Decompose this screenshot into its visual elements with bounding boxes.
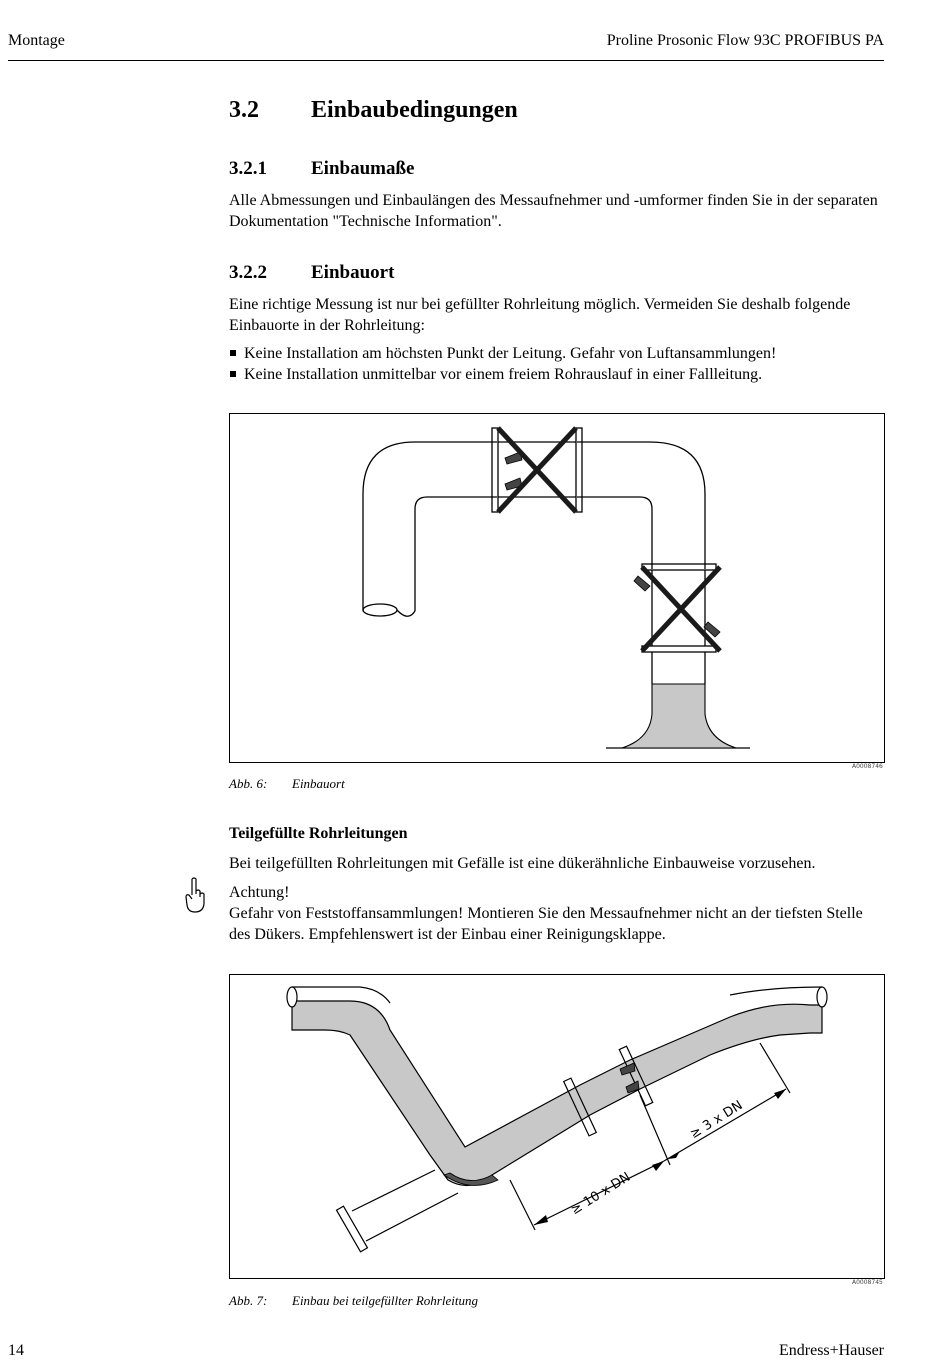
figure-7-caption: Einbau bei teilgefüllter Rohrleitung	[292, 1293, 478, 1308]
subsection-1-text: Alle Abmessungen und Einbaulängen des Messaufnehmer und -umformer finden Sie in der separaten Dokumentation "Technische Information".	[229, 192, 878, 230]
section-title: Einbaubedingungen	[311, 97, 518, 123]
list-item: Keine Installation unmittelbar vor einem freiem Rohrauslauf in einer Fallleitung.	[229, 364, 884, 385]
figure-7-drawing	[230, 975, 884, 1278]
subsection-1-title: Einbaumaße	[311, 158, 415, 179]
subsection-1-number: 3.2.1	[229, 158, 267, 179]
footer-brand: Endress+Hauser	[779, 1342, 884, 1359]
figure-7	[229, 974, 885, 1279]
hand-warning-icon	[184, 877, 206, 917]
bullet-list	[229, 343, 884, 385]
partial-text: Bei teilgefüllten Rohrleitungen mit Gefälle ist eine dükerähnliche Einbauweise vorzusehen.	[229, 855, 816, 872]
header-rule	[8, 60, 884, 61]
dimension-3dn-label: ≥ 3 x DN	[687, 1098, 746, 1143]
header-section: Montage	[8, 32, 65, 49]
figure-7-code: A0008745	[852, 1279, 883, 1286]
figure-6-drawing	[230, 414, 884, 762]
header-product: Proline Prosonic Flow 93C PROFIBUS PA	[606, 32, 884, 49]
subsection-2-title: Einbauort	[311, 262, 395, 283]
subsection-2-text: Eine richtige Messung ist nur bei gefüllter Rohrleitung möglich. Vermeiden Sie deshalb folgende Einbauorte in der Rohrleitung:	[229, 296, 851, 334]
figure-7-label: Abb. 7:	[229, 1293, 268, 1308]
figure-6-caption: Einbauort	[292, 776, 345, 791]
figure-6	[229, 413, 885, 763]
figure-6-code: A0008746	[852, 763, 883, 770]
subsection-2-number: 3.2.2	[229, 262, 267, 283]
note-title: Achtung!	[229, 884, 290, 901]
note-text: Gefahr von Feststoffansammlungen! Montieren Sie den Messaufnehmer nicht an der tiefsten Stelle des Dükers. Empfehlenswert ist der Einbau einer Reinigungsklappe.	[229, 905, 863, 943]
partial-title: Teilgefüllte Rohrleitungen	[229, 825, 408, 842]
section-number: 3.2	[229, 97, 259, 123]
dimension-10dn-label: ≥ 10 x DN	[568, 1169, 634, 1219]
list-item: Keine Installation am höchsten Punkt der Leitung. Gefahr von Luftansammlungen!	[229, 343, 884, 364]
figure-6-label: Abb. 6:	[229, 776, 268, 791]
page-number: 14	[8, 1342, 24, 1359]
